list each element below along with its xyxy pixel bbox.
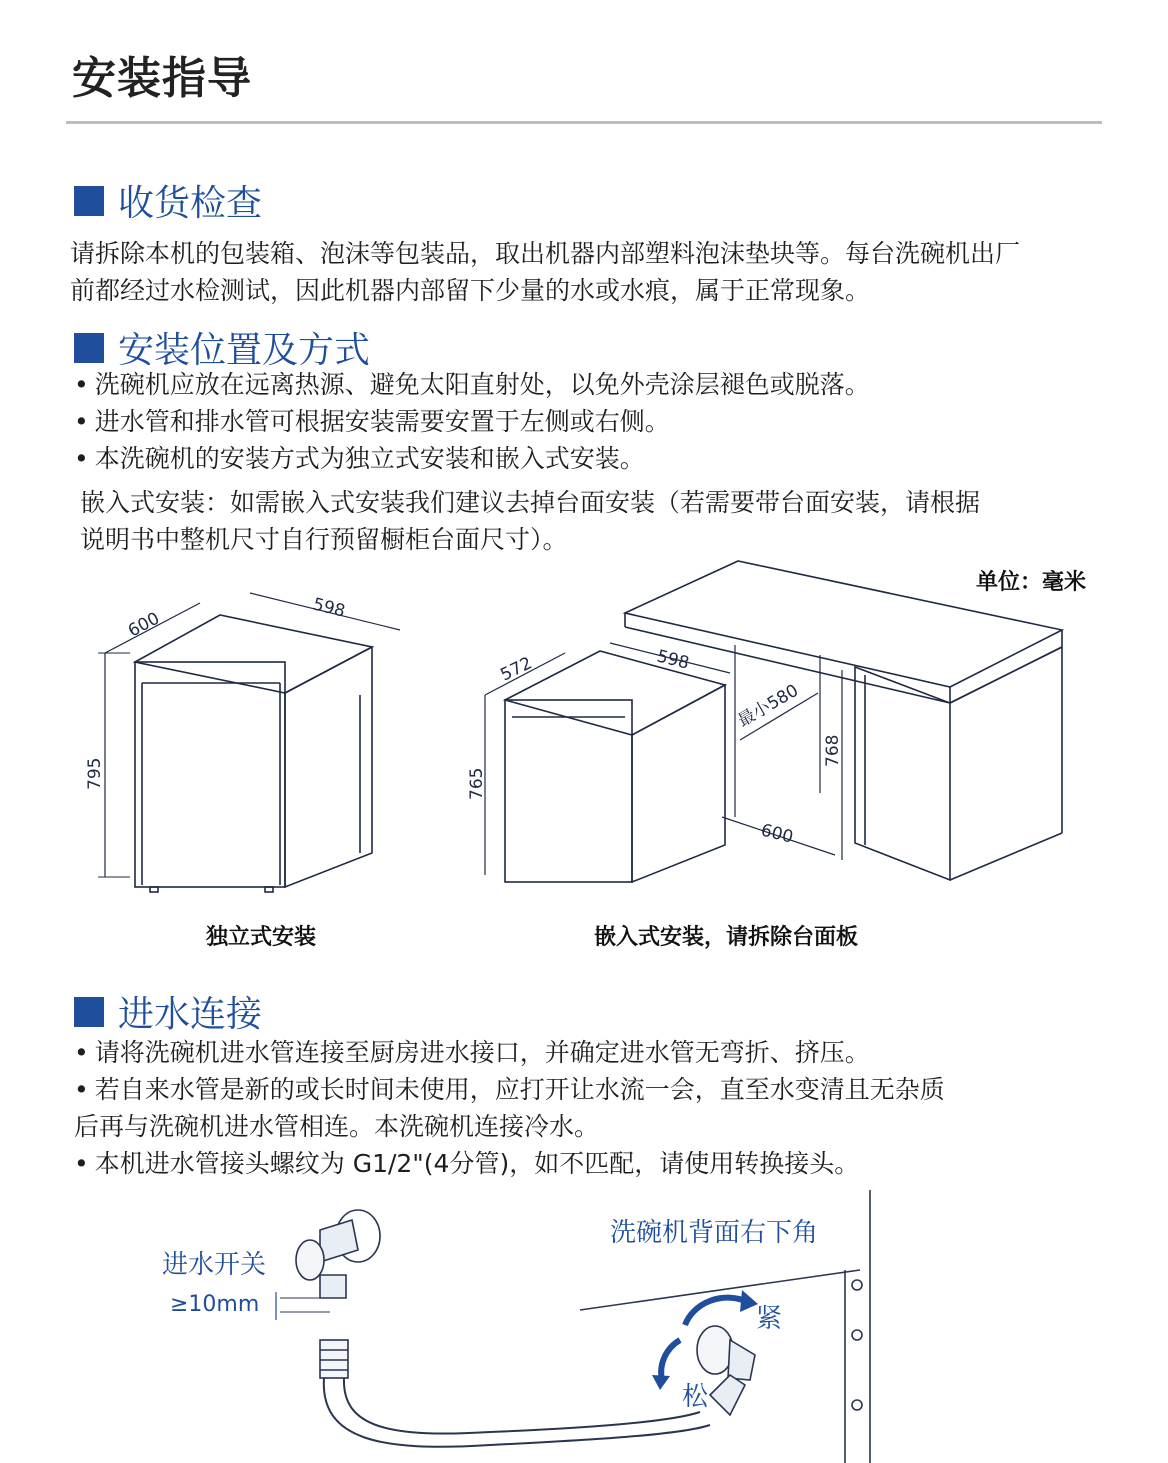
square-bullet-icon [74, 333, 104, 363]
dim-niche-depth: 600 [758, 820, 796, 848]
bullet-item: • 洗碗机应放在远离热源、避免太阳直射处，以免外壳涂层褪色或脱落。 [74, 366, 870, 403]
appliance-front [135, 662, 285, 887]
appliance-top [135, 615, 372, 693]
dim-width: 598 [654, 646, 692, 674]
dim-height: 795 [85, 757, 105, 790]
builtin-appliance-side [632, 685, 725, 882]
title-divider [66, 121, 1102, 124]
bullet-item: • 本洗碗机的安装方式为独立式安装和嵌入式安装。 [74, 440, 870, 477]
dim-depth: 600 [124, 608, 164, 642]
paragraph-line: 前都经过水检测试，因此机器内部留下少量的水或水痕，属于正常现象。 [70, 276, 871, 305]
builtin-caption: 嵌入式安装，请拆除台面板 [594, 925, 859, 950]
gap-label: ≥10mm [170, 1292, 260, 1317]
dim-width: 598 [310, 594, 348, 622]
paragraph-line: 嵌入式安装：如需嵌入式安装我们建议去掉台面安装（若需要带台面安装，请根据 [80, 488, 981, 517]
section-heading-text: 进水连接 [118, 994, 263, 1035]
connector-icon [697, 1326, 733, 1374]
loosen-arrow-icon [661, 1340, 680, 1380]
builtin-appliance-front [505, 700, 632, 882]
appliance-side [285, 647, 372, 887]
bullet-item: • 请将洗碗机进水管连接至厨房进水接口，并确定进水管无弯折、挤压。 [74, 1034, 945, 1071]
freestanding-caption: 独立式安装 [206, 925, 317, 950]
water-inlet-text [74, 1034, 945, 1182]
delivery-check-text [70, 235, 1020, 309]
valve-label: 进水开关 [162, 1250, 267, 1280]
paragraph-line: 后再与洗碗机进水管相连。本洗碗机连接冷水。 [74, 1112, 600, 1141]
dim-height: 765 [467, 767, 487, 800]
freestanding-diagram [80, 585, 410, 905]
section-heading-delivery-check [74, 175, 262, 226]
loosen-label: 松 [682, 1382, 709, 1412]
square-bullet-icon [74, 997, 104, 1027]
installation-bullets [74, 366, 870, 477]
square-bullet-icon [74, 186, 104, 216]
tighten-arrow-icon [685, 1298, 748, 1325]
section-heading-text: 收货检查 [118, 183, 263, 224]
section-heading-text: 安装位置及方式 [118, 330, 371, 371]
bullet-item: • 若自来水管是新的或长时间未使用，应打开让水流一会，直至水变清且无杂质 [74, 1071, 945, 1108]
unit-label: 单位：毫米 [976, 570, 1087, 595]
tighten-label: 紧 [756, 1304, 783, 1334]
dim-niche-height: 768 [823, 734, 843, 767]
paragraph-line: 请拆除本机的包装箱、泡沫等包装品，取出机器内部塑料泡沫垫块等。每台洗碗机出厂 [70, 239, 1021, 268]
inlet-connection-diagram [260, 1190, 900, 1463]
countertop [625, 561, 1062, 687]
section-heading-water-inlet [74, 986, 262, 1037]
page-title: 安装指导 [72, 53, 252, 104]
back-corner-label: 洗碗机背面右下角 [610, 1218, 819, 1248]
bullet-item: • 本机进水管接头螺纹为 G1/2"(4分管)，如不匹配，请使用转换接头。 [74, 1145, 945, 1182]
paragraph-line: 说明书中整机尺寸自行预留橱柜台面尺寸）。 [80, 525, 568, 554]
builtin-note [80, 484, 980, 558]
bullet-item: • 进水管和排水管可根据安装需要安置于左侧或右侧。 [74, 403, 870, 440]
builtin-diagram [460, 555, 1070, 905]
hose-fitting-icon [320, 1340, 348, 1378]
dim-depth: 572 [497, 653, 536, 686]
dim-niche-width: 最小580 [734, 680, 803, 732]
